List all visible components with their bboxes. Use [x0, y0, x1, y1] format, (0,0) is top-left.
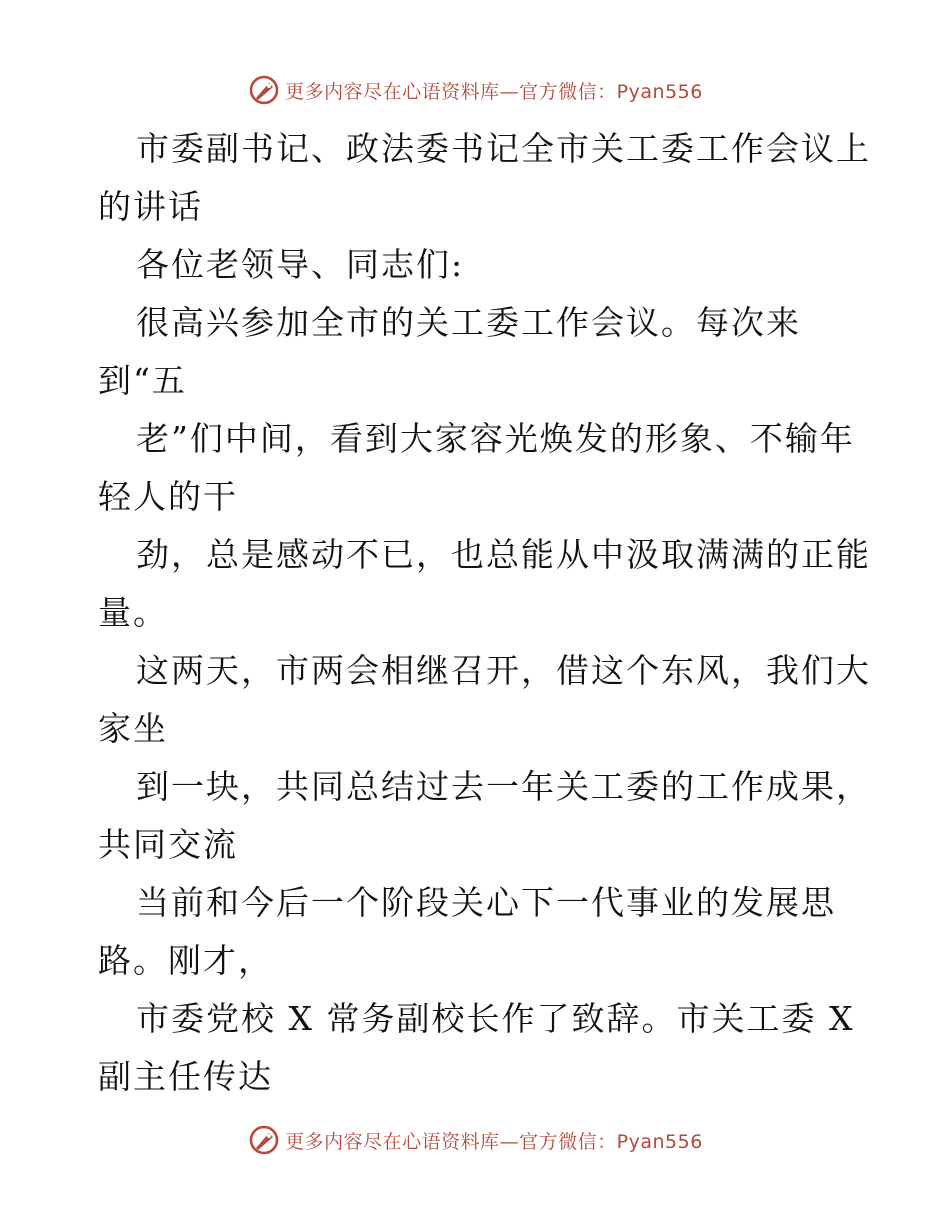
pen-nib-logo-icon: [247, 73, 281, 107]
watermark-text: 更多内容尽在心语资料库—官方微信：Pyan556: [285, 1130, 703, 1153]
salutation: 各位老领导、同志们:: [136, 245, 465, 284]
paragraph-line: 市委党校 X 常务副校长作了致辞。市关工委 X: [136, 999, 855, 1038]
title-line-2: 的讲话: [98, 187, 203, 226]
watermark-handle: Pyan556: [616, 1130, 703, 1153]
paragraph-line: 副主任传达: [98, 1057, 273, 1096]
title-line-1: 市委副书记、政法委书记全市关工委工作会议上: [136, 129, 871, 168]
document-body: [98, 120, 871, 1106]
paragraph-line: 轻人的干: [98, 477, 238, 516]
paragraph-line: 到“五: [98, 361, 187, 400]
footer-watermark-banner: [0, 1120, 950, 1160]
watermark-handle: Pyan556: [616, 80, 703, 103]
watermark-text: 更多内容尽在心语资料库—官方微信：Pyan556: [285, 80, 703, 103]
paragraph-line: 共同交流: [98, 825, 238, 864]
header-watermark-banner: [0, 70, 950, 110]
pen-nib-logo-icon: [247, 1123, 281, 1157]
paragraph-line: 家坐: [98, 709, 168, 748]
paragraph-line: 老”们中间，看到大家容光焕发的形象、不输年: [136, 419, 855, 458]
paragraph-line: 量。: [98, 593, 168, 632]
paragraph-line: 很高兴参加全市的关工委工作会议。每次来: [136, 303, 801, 342]
paragraph-line: 当前和今后一个阶段关心下一代事业的发展思: [136, 883, 836, 922]
paragraph-line: 劲，总是感动不已，也总能从中汲取满满的正能: [136, 535, 871, 574]
paragraph-line: 这两天，市两会相继召开，借这个东风，我们大: [136, 651, 871, 690]
paragraph-line: 到一块，共同总结过去一年关工委的工作成果，: [136, 767, 871, 806]
paragraph-line: 路。刚才，: [98, 941, 273, 980]
